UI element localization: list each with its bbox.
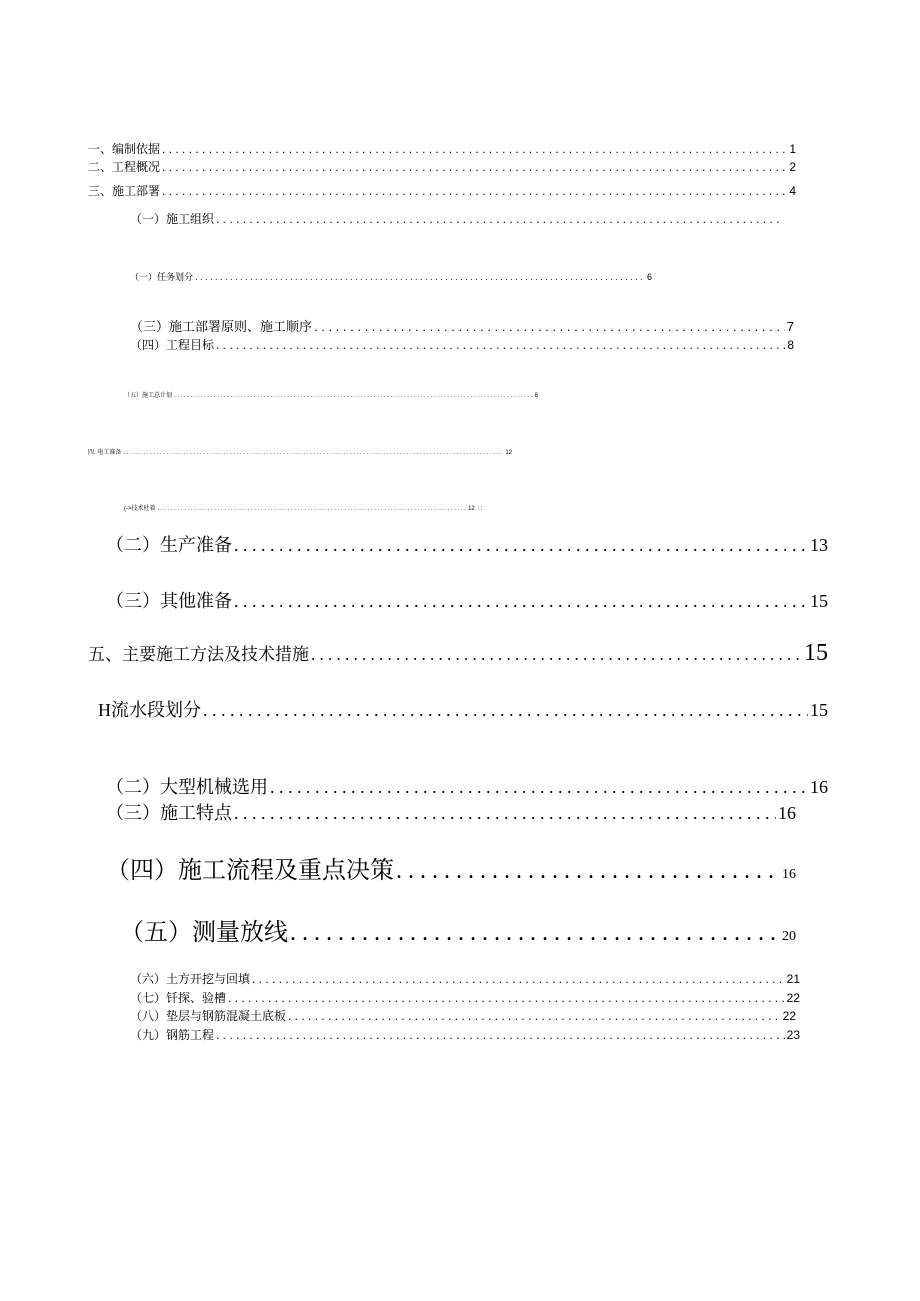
toc-page-number: 4 [789,184,796,198]
toc-entry-construction-flow[interactable] [106,850,796,885]
toc-dot-leader [216,212,780,226]
toc-page-number: 13 [810,535,828,555]
toc-dot-leader [174,393,533,399]
toc-dot-leader [228,991,785,1005]
toc-entry-earthwork[interactable] [130,970,800,987]
toc-entry-title: （四）施工流程及重点决策 [106,858,394,884]
toc-page-number: 16 [782,867,796,882]
toc-entry-title: （六）土方开挖与回填 [130,972,251,986]
toc-entry-title: （七）钎探、验槽 [130,991,227,1005]
toc-entry-title: H流水段划分 [98,700,201,720]
toc-dot-leader [123,450,503,456]
toc-page-number: 7 [786,319,794,334]
toc-entry-other-preparation[interactable] [106,587,828,613]
toc-page-number: 20 [782,929,796,944]
toc-entry-title: 五、主要施工方法及技术措施 [88,645,309,664]
toc-entry-title: （一）任务划分 [130,272,194,282]
toc-dot-leader [162,184,787,198]
toc-entry-title: 二、工程概况 [88,160,161,174]
toc-page-number: 8 [787,338,794,352]
toc-entry-title: （二）生产准备 [106,535,232,555]
toc-page-number: 15 [810,591,828,611]
toc-entry-surveying[interactable] [120,912,796,947]
toc-entry-title: （九）钢筋工程 [130,1028,215,1042]
toc-dot-leader [216,338,785,352]
toc-page-number: 16 [810,777,828,797]
toc-entry-title: 一、编制依据 [88,142,161,156]
toc-entry-construction-features[interactable] [106,799,796,825]
toc-entry-title: 三、施工部署 [88,184,161,198]
toc-dot-leader [270,777,808,798]
toc-dot-leader [203,700,808,721]
toc-dot-leader [195,272,645,282]
toc-dot-leader [314,319,785,334]
toc-entry-title: （三）施工特点 [106,803,232,823]
toc-dot-leader [162,160,787,174]
toc-entry-master-schedule[interactable] [124,390,538,399]
toc-dot-leader [290,920,780,947]
toc-dot-leader [234,591,808,612]
toc-entry-task-division[interactable] [130,270,652,283]
toc-entry-main-methods[interactable] [88,640,828,667]
toc-entry-title: (->技术杜着 [124,506,156,512]
toc-dot-leader [396,858,780,885]
toc-entry-title: （五）施工总计划 [124,393,173,399]
toc-dot-leader [311,645,802,665]
toc-entry-title: 四. 电工准备 [88,450,122,456]
toc-dot-leader [234,803,776,824]
toc-entry-flow-section-division[interactable] [98,696,828,722]
toc-entry-rebar-engineering[interactable] [130,1026,800,1043]
toc-entry-project-goals[interactable] [130,336,794,353]
toc-page-number: 6 [646,272,652,282]
toc-page-number: 12 [505,450,512,456]
toc-entry-title: （一）施工组织 [130,212,215,226]
toc-entry-deployment-principles[interactable] [130,316,794,335]
toc-entry-title: （四）工程目标 [130,338,215,352]
toc-entry-title: （三）施工部署原则、施工顺序 [130,319,313,334]
toc-page-number: 1 [789,142,796,156]
toc-entry-probing-inspection[interactable] [130,989,800,1006]
faint-trailing-mark: 11: . [476,506,488,512]
toc-entry-large-machinery[interactable] [106,773,828,799]
toc-entry-title: （五）测量放线 [120,920,288,946]
toc-dot-leader [158,506,467,512]
toc-entry-technical-preparation[interactable] [124,503,488,512]
toc-dot-leader [252,972,785,986]
toc-entry-project-overview[interactable] [88,158,796,175]
toc-page-number: 15 [810,700,828,720]
toc-entry-cushion-base-slab[interactable] [130,1007,796,1024]
toc-entry-construction-organization[interactable] [130,210,782,227]
toc-page-number: 22 [786,991,800,1005]
toc-entry-title: （二）大型机械选用 [106,777,268,797]
toc-entry-construction-deployment[interactable] [88,182,796,199]
toc-page-number: 12 [468,506,475,512]
toc-page-number: 15 [804,640,828,666]
toc-entry-preparation[interactable] [88,447,512,456]
toc-page-number: 8 [534,393,538,399]
toc-page-number: 23 [786,1028,800,1042]
toc-dot-leader [234,535,808,556]
toc-dot-leader [162,142,787,156]
toc-page-number: 16 [778,803,796,823]
toc-entry-title: （八）垫层与钢筋混凝土底板 [130,1009,287,1023]
toc-dot-leader [216,1028,785,1042]
toc-page-number: 22 [782,1009,796,1023]
toc-entry-title: （三）其他准备 [106,591,232,611]
toc-page-number: 2 [789,160,796,174]
toc-entry-production-preparation[interactable] [106,531,828,557]
toc-dot-leader [288,1009,781,1023]
toc-entry-compilation-basis[interactable] [88,140,796,157]
toc-page-number: 21 [786,972,800,986]
